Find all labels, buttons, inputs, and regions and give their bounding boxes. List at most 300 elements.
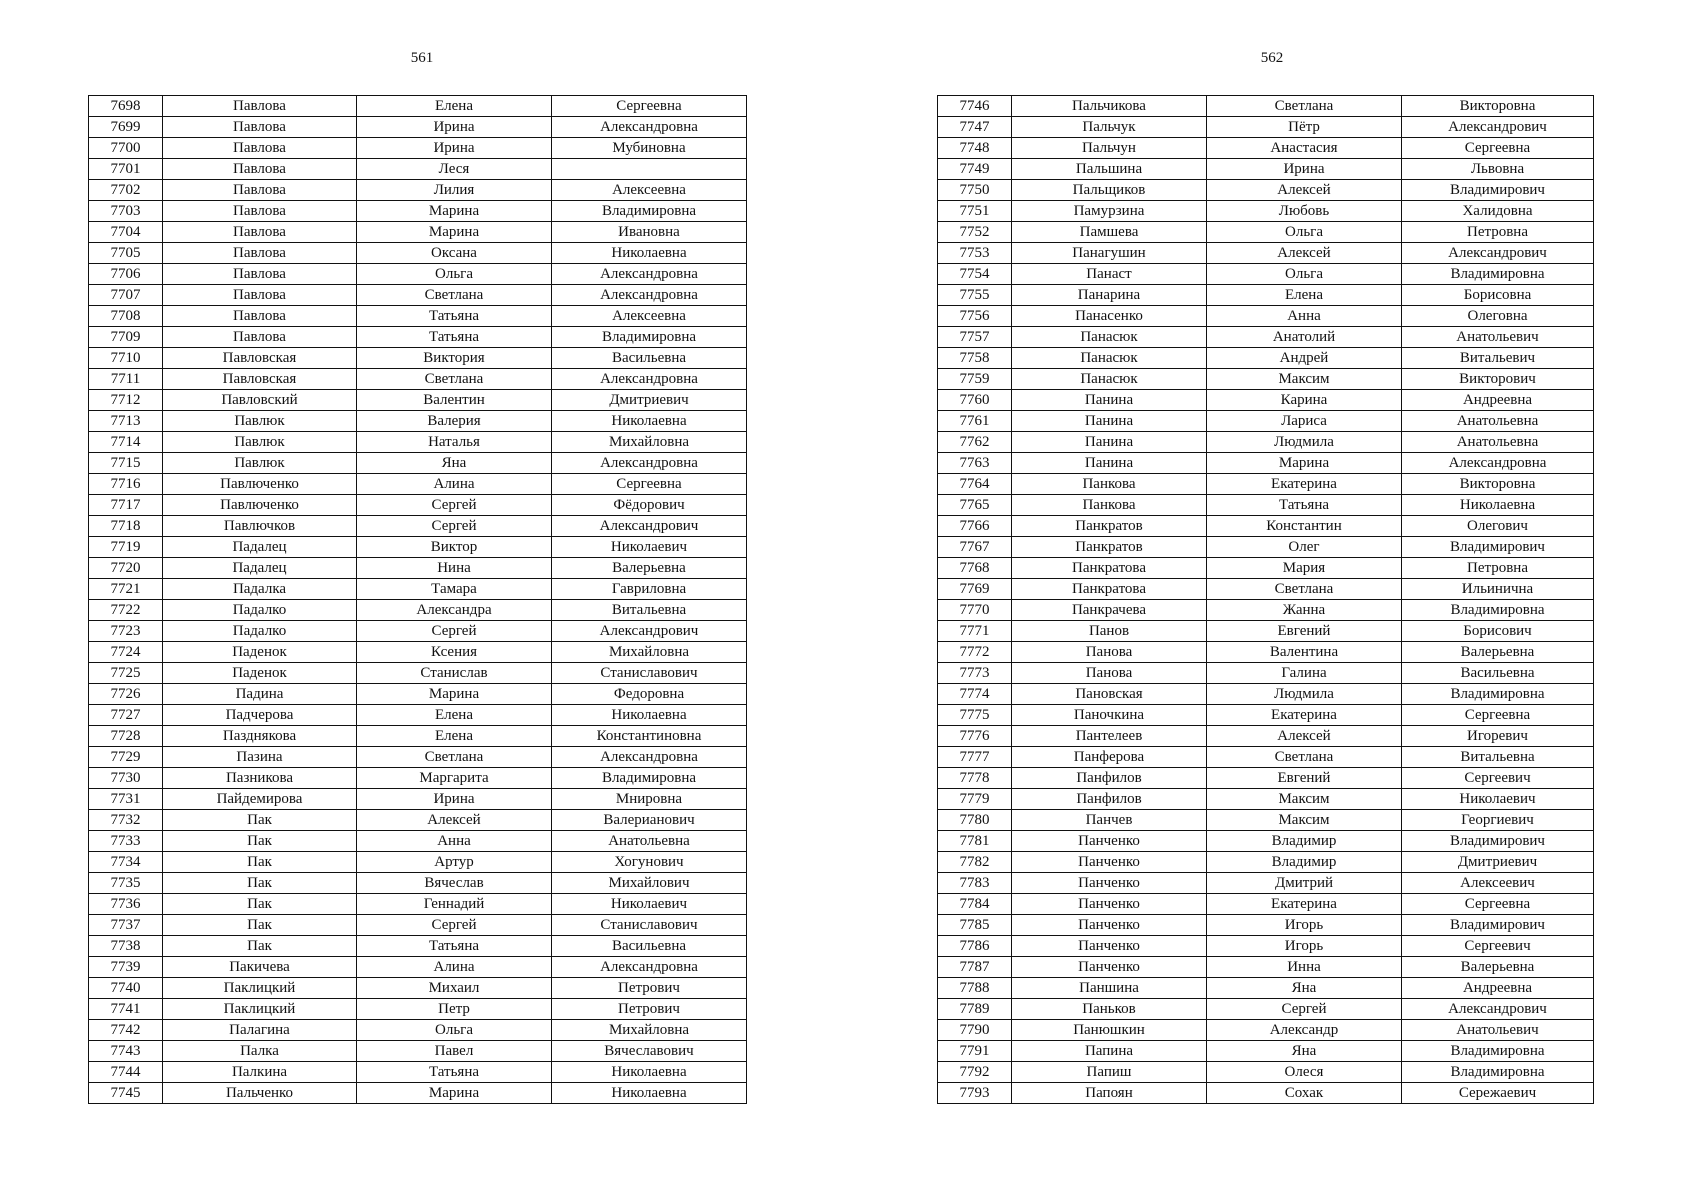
patronymic-cell: Константиновна [552, 726, 747, 747]
row-number-cell: 7723 [89, 621, 163, 642]
table-row [89, 516, 747, 537]
row-number-cell: 7700 [89, 138, 163, 159]
first-name-cell: Анна [357, 831, 552, 852]
patronymic-cell: Алексеевна [552, 180, 747, 201]
surname-cell: Панюшкин [1012, 1020, 1207, 1041]
patronymic-cell: Александрович [1402, 999, 1594, 1020]
first-name-cell: Людмила [1207, 684, 1402, 705]
row-number-cell: 7768 [938, 558, 1012, 579]
table-row [938, 327, 1594, 348]
table-row [938, 726, 1594, 747]
patronymic-cell: Федоровна [552, 684, 747, 705]
first-name-cell: Елена [1207, 285, 1402, 306]
row-number-cell: 7730 [89, 768, 163, 789]
roster-table-left [88, 95, 747, 1104]
surname-cell: Панчев [1012, 810, 1207, 831]
first-name-cell: Владимир [1207, 831, 1402, 852]
row-number-cell: 7729 [89, 747, 163, 768]
patronymic-cell: Витальевна [552, 600, 747, 621]
row-number-cell: 7724 [89, 642, 163, 663]
first-name-cell: Михаил [357, 978, 552, 999]
table-row [89, 915, 747, 936]
table-row [89, 285, 747, 306]
first-name-cell: Елена [357, 726, 552, 747]
table-row [938, 369, 1594, 390]
first-name-cell: Татьяна [1207, 495, 1402, 516]
surname-cell: Панасенко [1012, 306, 1207, 327]
patronymic-cell: Борисович [1402, 621, 1594, 642]
patronymic-cell: Сергеевна [552, 474, 747, 495]
surname-cell: Паклицкий [163, 978, 357, 999]
surname-cell: Палагина [163, 1020, 357, 1041]
row-number-cell: 7774 [938, 684, 1012, 705]
surname-cell: Панченко [1012, 831, 1207, 852]
first-name-cell: Павел [357, 1041, 552, 1062]
row-number-cell: 7709 [89, 327, 163, 348]
first-name-cell: Наталья [357, 432, 552, 453]
surname-cell: Падалко [163, 600, 357, 621]
table-row [89, 474, 747, 495]
surname-cell: Павловская [163, 369, 357, 390]
surname-cell: Панасюк [1012, 327, 1207, 348]
patronymic-cell: Владимирович [1402, 537, 1594, 558]
row-number-cell: 7760 [938, 390, 1012, 411]
surname-cell: Панарина [1012, 285, 1207, 306]
patronymic-cell: Витальевна [1402, 747, 1594, 768]
first-name-cell: Алина [357, 474, 552, 495]
first-name-cell: Галина [1207, 663, 1402, 684]
surname-cell: Пановская [1012, 684, 1207, 705]
table-row [938, 705, 1594, 726]
patronymic-cell: Владимировна [552, 768, 747, 789]
patronymic-cell: Владимировна [1402, 1041, 1594, 1062]
first-name-cell: Мария [1207, 558, 1402, 579]
surname-cell: Пак [163, 852, 357, 873]
first-name-cell: Татьяна [357, 306, 552, 327]
patronymic-cell: Валерьевна [552, 558, 747, 579]
first-name-cell: Марина [357, 1083, 552, 1104]
row-number-cell: 7716 [89, 474, 163, 495]
row-number-cell: 7726 [89, 684, 163, 705]
patronymic-cell: Владимирович [1402, 831, 1594, 852]
table-row [89, 1041, 747, 1062]
surname-cell: Павлючков [163, 516, 357, 537]
table-row [938, 390, 1594, 411]
row-number-cell: 7777 [938, 747, 1012, 768]
row-number-cell: 7720 [89, 558, 163, 579]
patronymic-cell: Николаевна [552, 1083, 747, 1104]
surname-cell: Пазина [163, 747, 357, 768]
table-row [938, 201, 1594, 222]
first-name-cell: Татьяна [357, 1062, 552, 1083]
row-number-cell: 7731 [89, 789, 163, 810]
first-name-cell: Валентин [357, 390, 552, 411]
first-name-cell: Екатерина [1207, 705, 1402, 726]
row-number-cell: 7701 [89, 159, 163, 180]
row-number-cell: 7780 [938, 810, 1012, 831]
row-number-cell: 7722 [89, 600, 163, 621]
first-name-cell: Ирина [357, 117, 552, 138]
row-number-cell: 7793 [938, 1083, 1012, 1104]
surname-cell: Павлюк [163, 453, 357, 474]
first-name-cell: Дмитрий [1207, 873, 1402, 894]
row-number-cell: 7769 [938, 579, 1012, 600]
row-number-cell: 7739 [89, 957, 163, 978]
table-row [89, 390, 747, 411]
row-number-cell: 7719 [89, 537, 163, 558]
table-row [89, 726, 747, 747]
table-row [89, 327, 747, 348]
table-row [938, 978, 1594, 999]
patronymic-cell: Васильевна [552, 348, 747, 369]
patronymic-cell: Вячеславович [552, 1041, 747, 1062]
table-row [89, 243, 747, 264]
table-row [938, 1083, 1594, 1104]
patronymic-cell: Игоревич [1402, 726, 1594, 747]
first-name-cell: Алексей [1207, 726, 1402, 747]
row-number-cell: 7749 [938, 159, 1012, 180]
table-row [938, 264, 1594, 285]
first-name-cell: Игорь [1207, 915, 1402, 936]
surname-cell: Падалка [163, 579, 357, 600]
patronymic-cell: Фёдорович [552, 495, 747, 516]
table-row [89, 96, 747, 117]
row-number-cell: 7759 [938, 369, 1012, 390]
surname-cell: Пальченко [163, 1083, 357, 1104]
patronymic-cell: Николаевич [552, 894, 747, 915]
surname-cell: Пакичева [163, 957, 357, 978]
surname-cell: Пазникова [163, 768, 357, 789]
row-number-cell: 7758 [938, 348, 1012, 369]
table-row [89, 621, 747, 642]
surname-cell: Павлова [163, 285, 357, 306]
surname-cell: Пальчук [1012, 117, 1207, 138]
patronymic-cell: Владимировна [552, 201, 747, 222]
row-number-cell: 7698 [89, 96, 163, 117]
first-name-cell: Инна [1207, 957, 1402, 978]
surname-cell: Пальчикова [1012, 96, 1207, 117]
first-name-cell: Игорь [1207, 936, 1402, 957]
row-number-cell: 7784 [938, 894, 1012, 915]
patronymic-cell: Валерьевна [1402, 642, 1594, 663]
patronymic-cell: Дмитриевич [1402, 852, 1594, 873]
table-row [938, 747, 1594, 768]
first-name-cell: Андрей [1207, 348, 1402, 369]
first-name-cell: Валерия [357, 411, 552, 432]
patronymic-cell: Владимирович [1402, 180, 1594, 201]
surname-cell: Панина [1012, 453, 1207, 474]
row-number-cell: 7712 [89, 390, 163, 411]
patronymic-cell: Александровна [552, 264, 747, 285]
surname-cell: Панина [1012, 432, 1207, 453]
row-number-cell: 7707 [89, 285, 163, 306]
row-number-cell: 7732 [89, 810, 163, 831]
patronymic-cell: Николаевич [552, 537, 747, 558]
patronymic-cell: Петрович [552, 999, 747, 1020]
first-name-cell: Карина [1207, 390, 1402, 411]
table-row [89, 999, 747, 1020]
row-number-cell: 7775 [938, 705, 1012, 726]
surname-cell: Панова [1012, 642, 1207, 663]
surname-cell: Панкова [1012, 474, 1207, 495]
table-row [89, 180, 747, 201]
patronymic-cell: Владимировна [552, 327, 747, 348]
row-number-cell: 7727 [89, 705, 163, 726]
first-name-cell: Светлана [357, 369, 552, 390]
table-row [89, 852, 747, 873]
first-name-cell: Светлана [357, 747, 552, 768]
patronymic-cell: Михайловна [552, 642, 747, 663]
table-row [938, 684, 1594, 705]
table-row [938, 537, 1594, 558]
table-row [938, 915, 1594, 936]
patronymic-cell: Николаевна [552, 411, 747, 432]
first-name-cell: Светлана [1207, 579, 1402, 600]
first-name-cell: Петр [357, 999, 552, 1020]
row-number-cell: 7787 [938, 957, 1012, 978]
surname-cell: Павлова [163, 159, 357, 180]
patronymic-cell: Александровна [552, 453, 747, 474]
surname-cell: Панина [1012, 411, 1207, 432]
patronymic-cell: Валерьевна [1402, 957, 1594, 978]
surname-cell: Пак [163, 936, 357, 957]
surname-cell: Панченко [1012, 894, 1207, 915]
row-number-cell: 7710 [89, 348, 163, 369]
surname-cell: Пак [163, 894, 357, 915]
patronymic-cell: Викторович [1402, 369, 1594, 390]
patronymic-cell: Андреевна [1402, 390, 1594, 411]
row-number-cell: 7776 [938, 726, 1012, 747]
table-row [89, 1083, 747, 1104]
first-name-cell: Александр [1207, 1020, 1402, 1041]
row-number-cell: 7746 [938, 96, 1012, 117]
surname-cell: Павлова [163, 201, 357, 222]
surname-cell: Папоян [1012, 1083, 1207, 1104]
first-name-cell: Олеся [1207, 1062, 1402, 1083]
row-number-cell: 7786 [938, 936, 1012, 957]
patronymic-cell: Георгиевич [1402, 810, 1594, 831]
surname-cell: Панкратова [1012, 579, 1207, 600]
patronymic-cell: Александровна [552, 369, 747, 390]
surname-cell: Падина [163, 684, 357, 705]
surname-cell: Папиш [1012, 1062, 1207, 1083]
surname-cell: Панченко [1012, 873, 1207, 894]
first-name-cell: Олег [1207, 537, 1402, 558]
row-number-cell: 7753 [938, 243, 1012, 264]
table-row [89, 411, 747, 432]
first-name-cell: Лилия [357, 180, 552, 201]
surname-cell: Панченко [1012, 936, 1207, 957]
patronymic-cell: Владимировна [1402, 684, 1594, 705]
patronymic-cell: Анатольевна [1402, 432, 1594, 453]
row-number-cell: 7762 [938, 432, 1012, 453]
table-row [938, 1062, 1594, 1083]
patronymic-cell: Витальевич [1402, 348, 1594, 369]
row-number-cell: 7718 [89, 516, 163, 537]
first-name-cell: Ирина [1207, 159, 1402, 180]
table-row [938, 1020, 1594, 1041]
surname-cell: Панасюк [1012, 348, 1207, 369]
table-row [89, 495, 747, 516]
first-name-cell: Марина [1207, 453, 1402, 474]
surname-cell: Павлова [163, 264, 357, 285]
patronymic-cell: Олегович [1402, 516, 1594, 537]
row-number-cell: 7713 [89, 411, 163, 432]
row-number-cell: 7717 [89, 495, 163, 516]
table-row [89, 432, 747, 453]
row-number-cell: 7783 [938, 873, 1012, 894]
patronymic-cell: Валерианович [552, 810, 747, 831]
surname-cell: Пазднякова [163, 726, 357, 747]
surname-cell: Панасюк [1012, 369, 1207, 390]
first-name-cell: Сергей [357, 516, 552, 537]
row-number-cell: 7747 [938, 117, 1012, 138]
first-name-cell: Константин [1207, 516, 1402, 537]
row-number-cell: 7741 [89, 999, 163, 1020]
first-name-cell: Евгений [1207, 768, 1402, 789]
surname-cell: Пальщиков [1012, 180, 1207, 201]
patronymic-cell: Александровна [552, 285, 747, 306]
surname-cell: Павлюченко [163, 474, 357, 495]
first-name-cell: Оксана [357, 243, 552, 264]
table-row [938, 285, 1594, 306]
patronymic-cell: Васильевна [552, 936, 747, 957]
table-row [89, 873, 747, 894]
table-row [938, 831, 1594, 852]
table-row [938, 579, 1594, 600]
first-name-cell: Геннадий [357, 894, 552, 915]
surname-cell: Падалко [163, 621, 357, 642]
row-number-cell: 7766 [938, 516, 1012, 537]
patronymic-cell: Мубиновна [552, 138, 747, 159]
first-name-cell: Максим [1207, 369, 1402, 390]
first-name-cell: Жанна [1207, 600, 1402, 621]
surname-cell: Панченко [1012, 915, 1207, 936]
table-row [89, 537, 747, 558]
patronymic-cell: Дмитриевич [552, 390, 747, 411]
row-number-cell: 7738 [89, 936, 163, 957]
surname-cell: Пак [163, 810, 357, 831]
table-row [938, 222, 1594, 243]
surname-cell: Павлова [163, 222, 357, 243]
row-number-cell: 7740 [89, 978, 163, 999]
table-row [938, 789, 1594, 810]
surname-cell: Паденок [163, 642, 357, 663]
first-name-cell: Леся [357, 159, 552, 180]
patronymic-cell: Александровна [552, 957, 747, 978]
table-row [89, 789, 747, 810]
table-row [938, 138, 1594, 159]
row-number-cell: 7788 [938, 978, 1012, 999]
surname-cell: Павлова [163, 180, 357, 201]
patronymic-cell: Владимировна [1402, 264, 1594, 285]
surname-cell: Павлова [163, 243, 357, 264]
row-number-cell: 7699 [89, 117, 163, 138]
patronymic-cell: Владимирович [1402, 915, 1594, 936]
first-name-cell: Сергей [357, 915, 552, 936]
table-row [938, 495, 1594, 516]
first-name-cell: Светлана [357, 285, 552, 306]
table-row [89, 810, 747, 831]
surname-cell: Паншина [1012, 978, 1207, 999]
first-name-cell: Марина [357, 201, 552, 222]
row-number-cell: 7778 [938, 768, 1012, 789]
first-name-cell: Татьяна [357, 327, 552, 348]
patronymic-cell: Сергеевна [1402, 705, 1594, 726]
patronymic-cell: Сергеевич [1402, 936, 1594, 957]
patronymic-cell: Алексеевич [1402, 873, 1594, 894]
table-row [89, 348, 747, 369]
patronymic-cell: Александрович [552, 621, 747, 642]
table-row [89, 894, 747, 915]
row-number-cell: 7704 [89, 222, 163, 243]
row-number-cell: 7765 [938, 495, 1012, 516]
table-row [89, 369, 747, 390]
table-row [938, 474, 1594, 495]
patronymic-cell: Андреевна [1402, 978, 1594, 999]
patronymic-cell: Петровна [1402, 558, 1594, 579]
surname-cell: Пальчун [1012, 138, 1207, 159]
first-name-cell: Марина [357, 684, 552, 705]
first-name-cell: Анна [1207, 306, 1402, 327]
first-name-cell: Анастасия [1207, 138, 1402, 159]
row-number-cell: 7790 [938, 1020, 1012, 1041]
surname-cell: Павлюк [163, 432, 357, 453]
table-row [938, 768, 1594, 789]
surname-cell: Панкова [1012, 495, 1207, 516]
row-number-cell: 7751 [938, 201, 1012, 222]
patronymic-cell: Анатольевич [1402, 1020, 1594, 1041]
row-number-cell: 7752 [938, 222, 1012, 243]
row-number-cell: 7736 [89, 894, 163, 915]
page-number-left: 561 [410, 50, 434, 66]
first-name-cell: Максим [1207, 789, 1402, 810]
first-name-cell: Евгений [1207, 621, 1402, 642]
row-number-cell: 7745 [89, 1083, 163, 1104]
table-row [89, 453, 747, 474]
first-name-cell: Светлана [1207, 96, 1402, 117]
patronymic-cell: Александрович [552, 516, 747, 537]
table-row [89, 684, 747, 705]
row-number-cell: 7779 [938, 789, 1012, 810]
patronymic-cell: Сережаевич [1402, 1083, 1594, 1104]
first-name-cell: Виктор [357, 537, 552, 558]
surname-cell: Пак [163, 873, 357, 894]
surname-cell: Панферова [1012, 747, 1207, 768]
row-number-cell: 7782 [938, 852, 1012, 873]
surname-cell: Панкратов [1012, 516, 1207, 537]
patronymic-cell: Ивановна [552, 222, 747, 243]
surname-cell: Палка [163, 1041, 357, 1062]
surname-cell: Паклицкий [163, 999, 357, 1020]
row-number-cell: 7756 [938, 306, 1012, 327]
surname-cell: Пак [163, 915, 357, 936]
surname-cell: Павловский [163, 390, 357, 411]
table-row [89, 579, 747, 600]
row-number-cell: 7785 [938, 915, 1012, 936]
first-name-cell: Вячеслав [357, 873, 552, 894]
patronymic-cell: Станиславович [552, 915, 747, 936]
row-number-cell: 7703 [89, 201, 163, 222]
surname-cell: Пайдемирова [163, 789, 357, 810]
patronymic-cell: Анатольевна [1402, 411, 1594, 432]
first-name-cell: Максим [1207, 810, 1402, 831]
surname-cell: Павлова [163, 96, 357, 117]
first-name-cell: Яна [1207, 1041, 1402, 1062]
row-number-cell: 7767 [938, 537, 1012, 558]
patronymic-cell: Викторовна [1402, 474, 1594, 495]
row-number-cell: 7708 [89, 306, 163, 327]
